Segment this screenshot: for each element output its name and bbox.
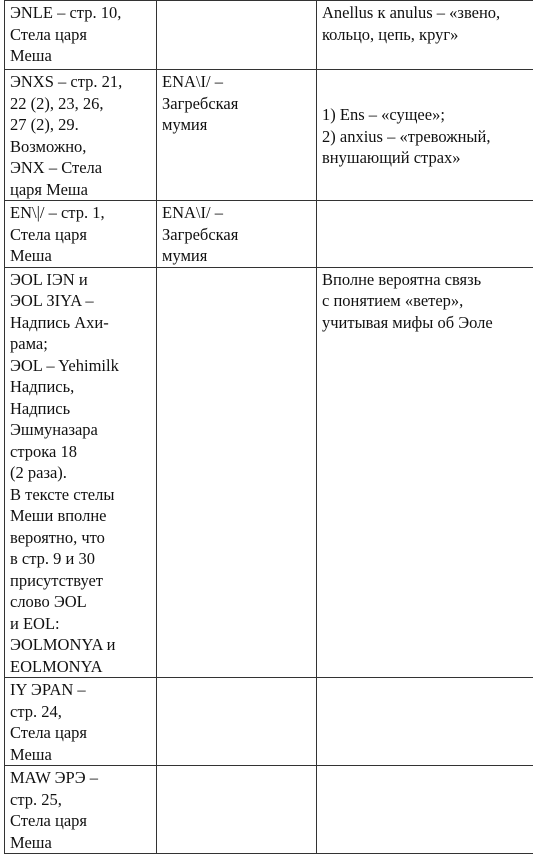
cell-line: Anellus к anulus – «звено, — [322, 2, 533, 24]
cell-source — [5, 766, 157, 854]
cell-line: ЭNX – Стела — [10, 157, 151, 179]
table-row — [5, 70, 533, 201]
cell-interpretation — [317, 766, 533, 854]
cell-line: учитывая мифы об Эоле — [322, 312, 533, 334]
cell-line: 1) Ens – «сущее»; — [322, 104, 533, 126]
cell-line: (2 раза). — [10, 462, 151, 484]
cell-line: Меша — [10, 245, 151, 267]
cell-line: Загребская — [162, 224, 311, 246]
table-row — [5, 201, 533, 268]
cell-parallel — [157, 766, 317, 854]
table-row — [5, 766, 533, 854]
cell-parallel — [157, 267, 317, 678]
cell-line: Надпись, — [10, 376, 151, 398]
cell-parallel — [157, 1, 317, 70]
cell-source — [5, 201, 157, 268]
cell-line: Меша — [10, 744, 151, 766]
cell-line: рама; — [10, 333, 151, 355]
cell-line: и EOL: — [10, 613, 151, 635]
cell-line: Меши вполне — [10, 505, 151, 527]
cell-line: Стела царя — [10, 810, 151, 832]
cell-line: мумия — [162, 245, 311, 267]
cell-line: ЭOL ЗIYA – — [10, 290, 151, 312]
cell-line: IY ЭPAN – — [10, 679, 151, 701]
cell-line: присутствует — [10, 570, 151, 592]
cell-line: ЭOLMONYA и — [10, 634, 151, 656]
cell-parallel — [157, 678, 317, 766]
table-row — [5, 1, 533, 70]
cell-line: Надпись Ахи- — [10, 312, 151, 334]
cell-line: MAW ЭPЭ – — [10, 767, 151, 789]
cell-line: стр. 25, — [10, 789, 151, 811]
cell-line: внушающий страх» — [322, 147, 533, 169]
cell-interpretation — [317, 267, 533, 678]
cell-interpretation — [317, 1, 533, 70]
cell-line: Вполне вероятна связь — [322, 269, 533, 291]
cell-parallel — [157, 201, 317, 268]
cell-line: ENA\I/ – — [162, 202, 311, 224]
cell-interpretation — [317, 678, 533, 766]
cell-line: Возможно, — [10, 136, 151, 158]
cell-line: 27 (2), 29. — [10, 114, 151, 136]
cell-line: с понятием «ветер», — [322, 290, 533, 312]
cell-line: 2) anxius – «тревожный, — [322, 126, 533, 148]
cell-line: Стела царя — [10, 722, 151, 744]
cell-line: ЭOL IЭN и — [10, 269, 151, 291]
cell-line: вероятно, что — [10, 527, 151, 549]
cell-line: царя Меша — [10, 179, 151, 201]
cell-line: стр. 24, — [10, 701, 151, 723]
cell-interpretation — [317, 201, 533, 268]
cell-line: Меша — [10, 45, 151, 67]
table-row — [5, 267, 533, 678]
cell-source — [5, 678, 157, 766]
cell-line: Эшмуназара — [10, 419, 151, 441]
cell-line: ENA\I/ – — [162, 71, 311, 93]
cell-line: 22 (2), 23, 26, — [10, 93, 151, 115]
cell-line: в стр. 9 и 30 — [10, 548, 151, 570]
cell-line: Загребская — [162, 93, 311, 115]
cell-line: ЭOL – Yehimilk — [10, 355, 151, 377]
cell-line: В тексте стелы — [10, 484, 151, 506]
cell-line: кольцо, цепь, круг» — [322, 24, 533, 46]
cell-line: Стела царя — [10, 224, 151, 246]
cell-parallel — [157, 70, 317, 201]
cell-line: Стела царя — [10, 24, 151, 46]
cell-line: Надпись — [10, 398, 151, 420]
table-row — [5, 678, 533, 766]
cell-source — [5, 70, 157, 201]
cell-line: слово ЭOL — [10, 591, 151, 613]
cell-line: ЭNXS – стр. 21, — [10, 71, 151, 93]
cell-line: EN\|/ – стр. 1, — [10, 202, 151, 224]
cell-line: EOLMONYA — [10, 656, 151, 678]
cell-line: Меша — [10, 832, 151, 854]
cell-line: мумия — [162, 114, 311, 136]
cell-source — [5, 267, 157, 678]
cell-line: ЭNLE – стр. 10, — [10, 2, 151, 24]
cell-line: строка 18 — [10, 441, 151, 463]
cell-source — [5, 1, 157, 70]
lexicon-table — [4, 0, 533, 854]
cell-interpretation — [317, 70, 533, 201]
